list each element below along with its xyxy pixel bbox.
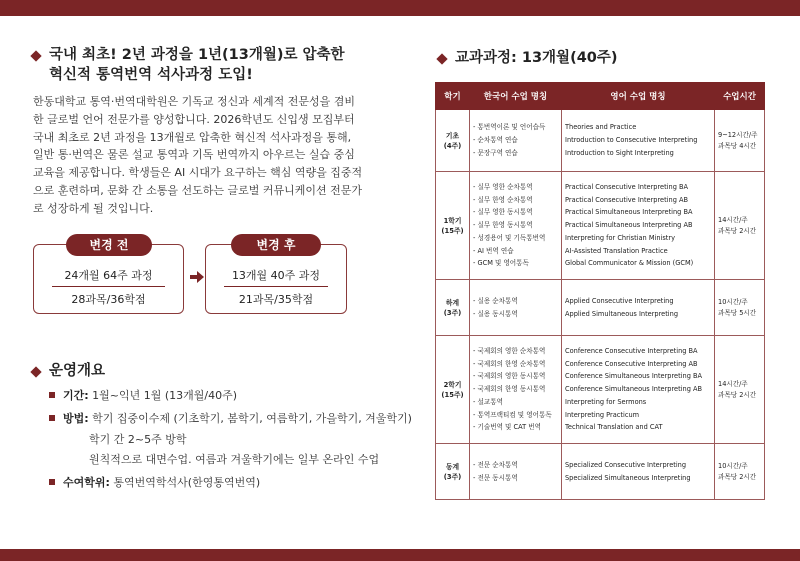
method-value: 학기 집중이수제 (기초학기, 봄학기, 여름학기, 가을학기, 겨울학기): [92, 412, 412, 425]
hours-weekly: 10시간/주: [718, 461, 748, 470]
korean-course: - 설교통역: [473, 397, 503, 406]
header-term: 학기: [436, 83, 470, 110]
english-course: Introduction to Consecutive Interpreting: [565, 136, 698, 145]
term-name: 1학기: [443, 216, 462, 225]
korean-course: - 문장구역 연습: [473, 148, 518, 157]
english-course: Practical Consecutive Interpreting BA: [565, 182, 689, 191]
method-label: 방법:: [63, 412, 89, 425]
after-duration: 13개월 40주 과정: [231, 269, 321, 282]
korean-course: - 국제회의 한영 순차통역: [473, 359, 546, 368]
headline-diamond-icon: [30, 50, 41, 61]
degree-value: 통역번역학석사(한영통역번역): [113, 476, 261, 489]
bottom-band: [0, 549, 800, 561]
after-credits: 21과목/35학점: [238, 293, 314, 306]
english-course: Specialized Consecutive Interpreting: [565, 460, 687, 469]
term-name: 동계: [445, 462, 460, 471]
term-weeks: (4주): [443, 141, 462, 150]
english-course-cell: [562, 336, 715, 444]
korean-course: - 순차통역 연습: [473, 136, 518, 145]
hours-per-course: 과목당 4시간: [718, 141, 757, 150]
term-weeks: (15주): [441, 390, 464, 399]
period-label: 기간:: [63, 389, 89, 402]
english-course: Conference Simultaneous Interpreting BA: [565, 372, 703, 381]
english-course-cell: [562, 172, 715, 280]
after-divider: [224, 286, 328, 287]
curriculum-diamond-icon: [436, 53, 447, 64]
after-label: 변경 후: [231, 234, 321, 256]
english-course: AI-Assisted Translation Practice: [565, 246, 668, 255]
method-sub-2: 원칙적으로 대면수업. 여름과 겨울학기에는 일부 온라인 수업: [89, 453, 380, 466]
method-bullet-icon: [49, 415, 55, 421]
top-band: [0, 0, 800, 16]
english-course: Practical Consecutive Interpreting AB: [565, 195, 689, 204]
table-header-row: [436, 83, 765, 110]
term-weeks: (15주): [441, 226, 464, 235]
ops-diamond-icon: [30, 366, 41, 377]
ops-title: 운영개요: [49, 363, 106, 379]
period-bullet-icon: [49, 392, 55, 398]
period-line: [63, 387, 237, 403]
intro-line: 일반 통·번역은 물론 설교 통역과 기독 번역까지 아우르는 실습 중심: [33, 148, 355, 162]
korean-course-cell: [470, 110, 562, 172]
hours-weekly: 14시간/주: [718, 215, 748, 224]
header-hours: 수업시간: [715, 83, 765, 110]
before-box: [33, 238, 184, 314]
intro-line: 한 글로벌 언어 전문가를 양성합니다. 2026학년도 신입생 모집부터: [33, 112, 355, 126]
english-course: Conference Simultaneous Interpreting AB: [565, 385, 703, 394]
table-row: [436, 110, 765, 172]
english-course: Global Communicator & Mission (GCM): [565, 259, 694, 268]
intro-line: 로 성장하게 될 것입니다.: [33, 201, 154, 215]
table-row: [436, 172, 765, 280]
term-cell: [436, 280, 470, 336]
english-course: Practical Simultaneous Interpreting AB: [565, 221, 693, 230]
term-name: 하계: [445, 298, 460, 307]
table-row: [436, 280, 765, 336]
korean-course: - 국제회의 영한 순차통역: [473, 346, 546, 355]
header-korean-course: 한국어 수업 명칭: [470, 83, 562, 110]
headline-line-2: 혁신적 통역번역 석사과정 도입!: [49, 67, 253, 83]
korean-course: - 실무 영한 순차통역: [473, 182, 533, 191]
hours-weekly: 10시간/주: [718, 297, 748, 306]
table-row: [436, 444, 765, 500]
intro-line: 으로 훈련하며, 문화 간 소통을 선도하는 글로벌 커뮤니케이션 전문가: [33, 183, 362, 197]
before-duration: 24개월 64주 과정: [64, 269, 153, 282]
english-course-cell: [562, 110, 715, 172]
intro-line: 교육을 제공합니다. 학생들은 AI 시대가 요구하는 핵심 역량을 집중적: [33, 166, 363, 180]
method-line: [63, 410, 412, 426]
arrow-right-icon: [189, 270, 205, 284]
intro-line: 국내 최초로 2년 과정을 13개월로 압축한 혁신적 석사과정을 통해,: [33, 130, 352, 144]
degree-line: [63, 474, 260, 490]
english-course: Conference Consecutive Interpreting AB: [565, 359, 698, 368]
period-value: 1월~익년 1월 (13개월/40주): [92, 389, 238, 402]
korean-course-cell: [470, 336, 562, 444]
korean-course: - GCM 및 영어통독: [473, 259, 529, 268]
korean-course: - 기술번역 및 CAT 번역: [473, 423, 541, 432]
hours-per-course: 과목당 5시간: [718, 308, 757, 317]
term-name: 기초: [445, 131, 460, 140]
hours-per-course: 과목당 2시간: [718, 226, 757, 235]
term-cell: [436, 336, 470, 444]
korean-course: - 실용 순차통역: [473, 296, 518, 305]
korean-course: - 성경용어 및 기독통번역: [473, 233, 546, 242]
english-course: Introduction to Sight Interpreting: [565, 148, 674, 157]
curriculum-table: [435, 82, 765, 500]
english-course: Applied Simultaneous Interpreting: [565, 309, 679, 318]
hours-cell: [715, 444, 765, 500]
korean-course: - 국제회의 영한 동시통역: [473, 372, 546, 381]
english-course: Interpreting Practicum: [565, 410, 640, 419]
method-sub-1: 학기 간 2~5주 방학: [89, 433, 187, 446]
before-divider: [52, 286, 165, 287]
english-course: Theories and Practice: [565, 123, 637, 132]
hours-cell: [715, 110, 765, 172]
korean-course: - 실용 동시통역: [473, 309, 518, 318]
degree-bullet-icon: [49, 479, 55, 485]
english-course: Practical Simultaneous Interpreting BA: [565, 208, 693, 217]
english-course-cell: [562, 444, 715, 500]
hours-per-course: 과목당 2시간: [718, 390, 757, 399]
degree-label: 수여학위:: [63, 476, 110, 489]
korean-course: - 통번역이론 및 언어습득: [473, 123, 546, 132]
term-name: 2학기: [443, 380, 462, 389]
hours-cell: [715, 172, 765, 280]
korean-course: - 실무 한영 동시통역: [473, 221, 533, 230]
intro-line: 한동대학교 통역·번역대학원은 기독교 정신과 세계적 전문성을 겸비: [33, 95, 356, 108]
before-credits: 28과목/36학점: [71, 293, 146, 306]
hours-weekly: 14시간/주: [718, 379, 748, 388]
english-course: Interpreting for Christian Ministry: [565, 233, 675, 242]
korean-course: - AI 번역 연습: [473, 246, 514, 255]
hours-weekly: 9~12시간/주: [718, 130, 758, 139]
korean-course-cell: [470, 444, 562, 500]
english-course: Specialized Simultaneous Interpreting: [565, 473, 691, 482]
term-weeks: (3주): [443, 308, 462, 317]
headline-line-1: 국내 최초! 2년 과정을 1년(13개월)로 압축한: [49, 47, 345, 63]
english-course: Applied Consecutive Interpreting: [565, 296, 674, 305]
term-cell: [436, 444, 470, 500]
hours-cell: [715, 280, 765, 336]
term-cell: [436, 172, 470, 280]
hours-per-course: 과목당 2시간: [718, 472, 757, 481]
after-box: [205, 238, 347, 314]
english-course-cell: [562, 280, 715, 336]
header-english-course: 영어 수업 명칭: [562, 83, 715, 110]
korean-course: - 전문 동시통역: [473, 473, 518, 482]
english-course: Technical Translation and CAT: [565, 423, 663, 432]
before-label: 변경 전: [66, 234, 152, 256]
korean-course: - 통역프랙티컴 및 영어통독: [473, 410, 552, 419]
hours-cell: [715, 336, 765, 444]
korean-course: - 실무 한영 순차통역: [473, 195, 533, 204]
table-row: [436, 336, 765, 444]
term-weeks: (3주): [443, 472, 462, 481]
intro-paragraph: [33, 93, 363, 218]
korean-course: - 전문 순차통역: [473, 460, 518, 469]
term-cell: [436, 110, 470, 172]
english-course: Conference Consecutive Interpreting BA: [565, 346, 698, 355]
korean-course-cell: [470, 280, 562, 336]
english-course: Interpreting for Sermons: [565, 397, 647, 406]
curriculum-title: 교과과정: 13개월(40주): [455, 50, 618, 66]
korean-course: - 실무 영한 동시통역: [473, 208, 533, 217]
korean-course: - 국제회의 한영 동시통역: [473, 385, 546, 394]
korean-course-cell: [470, 172, 562, 280]
